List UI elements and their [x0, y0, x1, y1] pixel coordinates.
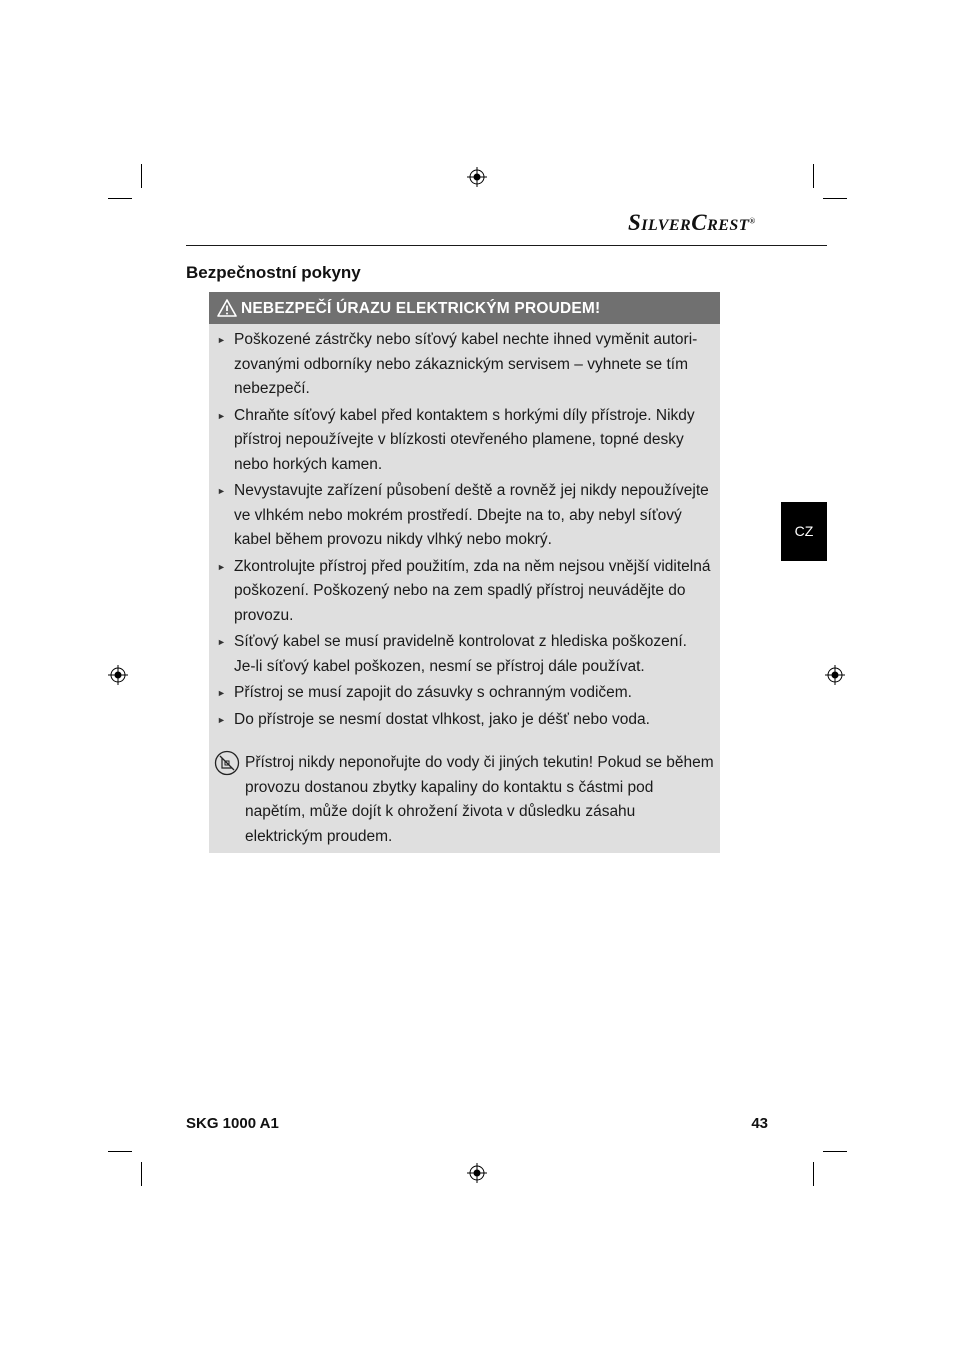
brand-logo — [628, 210, 768, 240]
section-title: Bezpečnostní pokyny — [186, 263, 361, 282]
warning-triangle-icon — [217, 299, 237, 317]
triangle-bullet-icon: ► — [217, 410, 226, 421]
crop-mark — [823, 198, 847, 199]
triangle-bullet-icon: ► — [217, 486, 226, 496]
model-number: SKG 1000 A1 — [186, 1115, 279, 1132]
crop-mark — [813, 164, 814, 188]
list-item — [209, 630, 720, 679]
crop-mark — [813, 1162, 814, 1186]
triangle-bullet-icon: ► — [217, 688, 226, 698]
no-immersion-icon — [214, 750, 240, 776]
brand-initial: S — [628, 210, 642, 235]
list-item-text: Chraňte síťový kabel před kontaktem s horkými díly přístroje. Nikdy přístroj nepoužívejte v blízkosti otevřeného plamene, topné desky nebo horkých kamen. — [234, 406, 695, 473]
registration-mark-icon — [825, 665, 845, 685]
warning-box — [209, 292, 720, 853]
list-item-text: Síťový kabel se musí pravidelně kontrolovat z hlediska poškození. Je-li síťový kabel poškozen, nesmí se přístroj dále používat. — [234, 633, 687, 675]
crop-mark — [141, 164, 142, 188]
page-number: 43 — [751, 1115, 768, 1132]
brand-text: REST — [707, 217, 750, 234]
registration-mark-icon — [467, 167, 487, 187]
triangle-bullet-icon: ► — [217, 714, 226, 725]
registration-mark-icon — [467, 1163, 487, 1183]
registered-mark: ® — [749, 216, 756, 226]
list-item — [209, 708, 720, 733]
triangle-bullet-icon: ► — [217, 637, 226, 647]
warning-box-header — [209, 292, 720, 324]
header-rule — [186, 245, 827, 246]
list-item-text: Poškozené zástrčky nebo síťový kabel nechte ihned vyměnit autorizovanými odborníky nebo zákaznickým servisem – vyhnete se tím nebezpečí. — [234, 331, 698, 397]
list-item — [209, 479, 720, 553]
note-text: Přístroj nikdy neponořujte do vody či jiných tekutin! Pokud se během provozu dostanou zbytky kapaliny do kontaktu s částmi pod napětím, může dojít k ohrožení života v důsledku zásahu elektrickým proudem. — [245, 754, 714, 845]
language-tab-label: CZ — [794, 523, 814, 539]
list-item-text: Do přístroje se nesmí dostat vlhkost, jako je déšť nebo voda. — [234, 710, 650, 728]
list-item-text: Zkontrolujte přístroj před použitím, zda na něm nejsou vnější viditelná poškození. Poškozený nebo na zem spadlý přístroj neuvádějte do provozu. — [234, 557, 711, 624]
list-item — [209, 328, 720, 402]
crop-mark — [141, 1162, 142, 1186]
list-item — [209, 404, 720, 478]
brand-initial: C — [691, 210, 708, 235]
list-item-text: Nevystavujte zařízení působení deště a rovněž jej nikdy nepoužívejte ve vlhkém nebo mokrém prostředí. Dbejte na to, aby nebyl síťový kabel během provozu nikdy vlhký nebo mokrý. — [234, 482, 709, 548]
triangle-bullet-icon: ► — [217, 335, 226, 345]
list-item — [209, 681, 720, 706]
brand-text: ILVER — [641, 217, 692, 234]
crop-mark — [823, 1151, 847, 1152]
warning-title: NEBEZPEČÍ ÚRAZU ELEKTRICKÝM PROUDEM! — [241, 300, 601, 317]
registration-mark-icon — [108, 665, 128, 685]
crop-mark — [108, 198, 132, 199]
safety-list — [209, 328, 720, 734]
list-item — [209, 555, 720, 629]
language-tab — [781, 502, 827, 561]
triangle-bullet-icon: ► — [217, 561, 226, 572]
crop-mark — [108, 1151, 132, 1152]
list-item-text: Přístroj se musí zapojit do zásuvky s ochranným vodičem. — [234, 684, 632, 701]
